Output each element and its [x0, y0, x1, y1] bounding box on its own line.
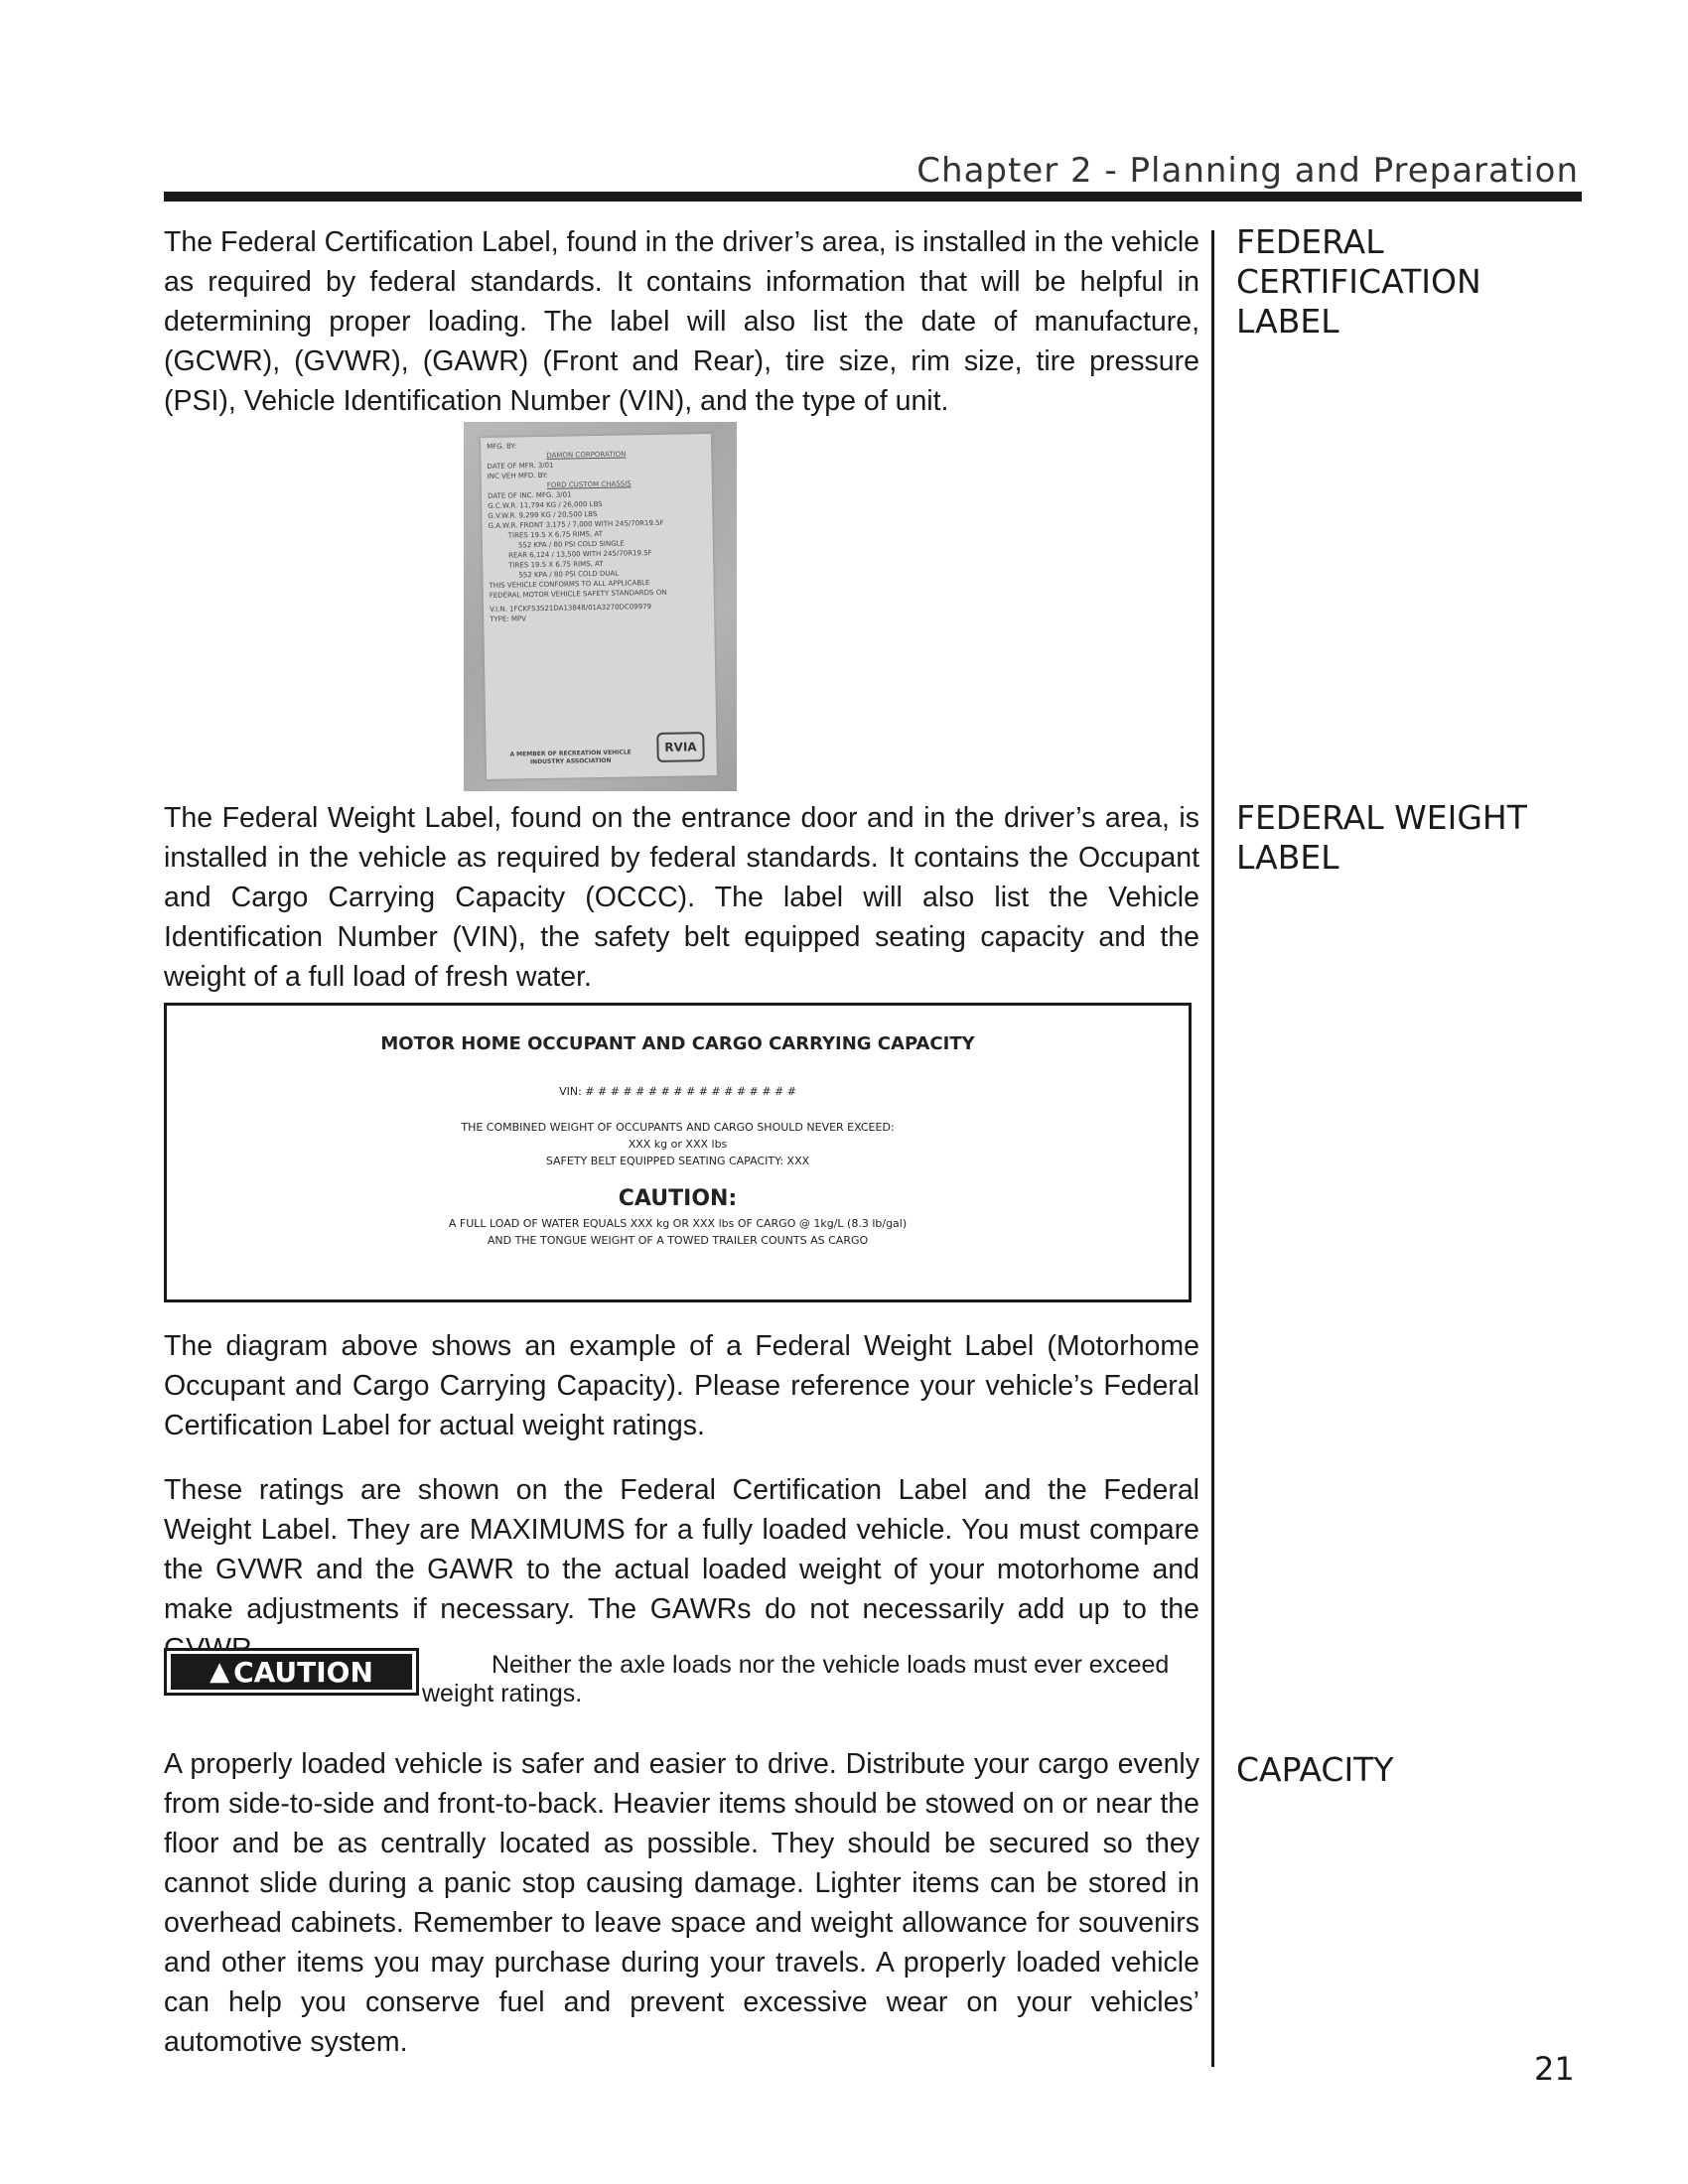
cert-line: G.C.W.R. 11,794 KG / 26,000 LBS: [488, 499, 603, 510]
cert-heading-line: LABEL: [1236, 302, 1339, 341]
cert-line: V.I.N. 1FCKF53S21DA13848/01A3270DC09979: [489, 603, 652, 614]
cert-line: DATE OF MFR. 3/01: [487, 461, 554, 471]
cert-heading-line: CERTIFICATION: [1236, 262, 1481, 301]
weight-label-line: THE COMBINED WEIGHT OF OCCUPANTS AND CARGO SHOULD NEVER EXCEED:: [461, 1121, 895, 1134]
cert-line: 552 KPA / 80 PSI COLD SINGLE: [517, 539, 626, 550]
cert-line: 552 KPA / 80 PSI COLD DUAL: [518, 569, 620, 580]
caution-banner: [164, 1648, 419, 1696]
weight-label-heading: [1236, 798, 1564, 878]
cert-line: TYPE: MPV: [490, 614, 527, 623]
chapter-title: Chapter 2 - Planning and Preparation: [916, 151, 1579, 191]
weight-label-line: SAFETY BELT EQUIPPED SEATING CAPACITY: XXX: [545, 1155, 810, 1167]
cert-heading-line: FEDERAL: [1236, 222, 1384, 261]
caution-text: Neither the axle loads nor the vehicle loads must ever exceed: [492, 1651, 1170, 1679]
cert-line: DATE OF INC. MFG. 3/01: [487, 490, 572, 500]
weight-heading-line: LABEL: [1236, 838, 1339, 877]
cert-label-heading: [1236, 222, 1564, 341]
weight-label-caution: CAUTION:: [618, 1186, 738, 1211]
column-divider: [1211, 230, 1214, 2067]
federal-weight-label-diagram: [164, 1003, 1192, 1302]
cert-line: TIRES 19.5 X 6.75 RIMS, AT: [508, 559, 604, 570]
cert-line: REAR 6,124 / 13,500 WITH 245/70R19.5F: [508, 549, 652, 560]
caution-label: CAUTION: [233, 1655, 373, 1689]
cert-line: FORD CUSTOM CHASSIS: [546, 479, 632, 489]
diagram-paragraph: The diagram above shows an example of a Federal Weight Label (Motorhome Occupant and Cargo Carrying Capacity). Please reference your vehicle’s Federal Certification Label for actual weight ratings.: [164, 1330, 1199, 1441]
cert-line: G.A.W.R. FRONT 3,175 / 7,000 WITH 245/70R19.5F: [488, 518, 664, 530]
cert-line: THIS VEHICLE CONFORMS TO ALL APPLICABLE: [489, 579, 650, 590]
weight-label-title: MOTOR HOME OCCUPANT AND CARGO CARRYING CAPACITY: [380, 1033, 975, 1054]
caution-text: weight ratings.: [422, 1680, 583, 1707]
warning-triangle-icon: ▲: [210, 1657, 230, 1687]
page-number: 21: [1534, 2050, 1575, 2088]
cert-line: TIRES 19.5 X 6.75 RIMS, AT: [507, 529, 604, 540]
rvia-member-text: A MEMBER OF RECREATION VEHICLE INDUSTRY ASSOCIATION: [509, 749, 632, 766]
ratings-paragraph: These ratings are shown on the Federal Certification Label and the Federal Weight Label. They are MAXIMUMS for a fully loaded vehicle. You must compare the GVWR and the GAWR to the actual loaded weight of your motorhome and make adjustments if necessary. The GAWRs do not necessarily add up to the: [164, 1474, 1199, 1625]
weight-heading-line: FEDERAL WEIGHT: [1236, 798, 1527, 837]
cert-line: MFG. BY:: [487, 442, 517, 451]
capacity-paragraph: A properly loaded vehicle is safer and easier to drive. Distribute your cargo evenly from side-to-side and front-to-back. Heavier items should be stowed on or near the floor and be as centrally located as possible. They should be secured so they cannot slide during a panic stop causing damage. Lighter items can be stored in overhead cabinets. Remember to leave space and weight allowance for souvenirs and other items you may purchase during your travels. A properly loaded vehicle can help you conserve fuel and prevent excessive wear on your vehicles’ automotive system.: [164, 1748, 1199, 2058]
certification-label-photo: [464, 422, 737, 791]
cert-label-paragraph: The Federal Certification Label, found in the driver’s area, is installed in the vehicle as required by federal standards. It contains information that will be helpful in determining proper loading. The label will also list the date of manufacture, (GCWR), (GVWR), (GAWR) (Front and Rear), tire size, rim size, tire pressure (PSI), Vehicle Identification Number (VIN), and the type of unit.: [164, 226, 1199, 417]
weight-label-vin: VIN: # # # # # # # # # # # # # # # # #: [559, 1085, 796, 1098]
cert-line: FEDERAL MOTOR VEHICLE SAFETY STANDARDS ON: [489, 588, 667, 600]
rvia-logo-icon: RVIA: [656, 732, 705, 762]
cert-line: INC VEH MFD. BY:: [487, 471, 548, 480]
capacity-heading: CAPACITY: [1236, 1750, 1394, 1789]
weight-label-paragraph: The Federal Weight Label, found on the entrance door and in the driver’s area, is installed in the vehicle as required by federal standards. It contains the Occupant and Cargo Carrying Capacity (OCCC). The label will also list the Vehicle Identification Number (VIN), the safety belt equipped seating capacity and the weight of a full load of fresh water.: [164, 802, 1199, 993]
weight-label-line: XXX kg or XXX lbs: [628, 1138, 728, 1151]
weight-label-line: AND THE TONGUE WEIGHT OF A TOWED TRAILER COUNTS AS CARGO: [487, 1234, 869, 1247]
cert-line: DAMON CORPORATION: [546, 450, 627, 460]
header-rule: [164, 192, 1582, 202]
weight-label-line: A FULL LOAD OF WATER EQUALS XXX kg OR XXX lbs OF CARGO @ 1kg/L (8.3 lb/gal): [448, 1217, 908, 1230]
cert-line: G.V.W.R. 9,299 KG / 20,500 LBS: [488, 510, 598, 520]
certification-label-sheet: [481, 434, 717, 779]
